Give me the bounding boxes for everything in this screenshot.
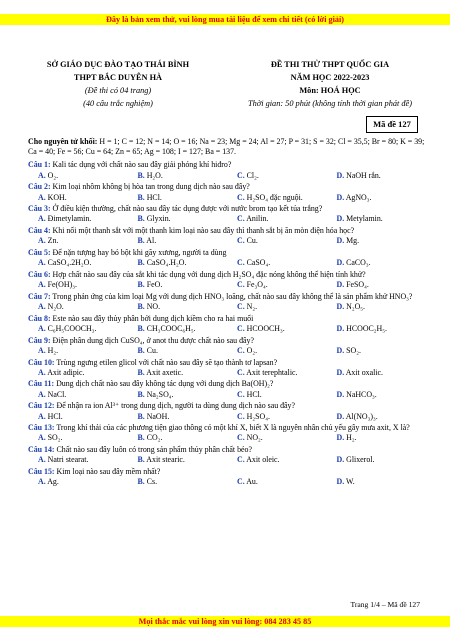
question-number: Câu 10: xyxy=(28,357,55,367)
question xyxy=(28,226,426,246)
question-stem xyxy=(28,379,426,389)
option-text: O₂. xyxy=(246,345,258,355)
option-text: O₂. xyxy=(47,170,59,180)
answer-option xyxy=(227,214,327,224)
question-number: Câu 13: xyxy=(28,423,55,433)
question-stem xyxy=(28,270,426,280)
option-text: Cu. xyxy=(146,345,158,355)
answer-option xyxy=(327,433,427,443)
answer-option xyxy=(28,477,128,487)
answer-option xyxy=(227,346,327,356)
option-text: FeO. xyxy=(146,280,163,290)
option-text: Mg. xyxy=(346,236,360,246)
option-letter: D. xyxy=(336,323,345,333)
option-text: N₂O₅. xyxy=(346,302,366,312)
option-letter: A. xyxy=(38,345,46,355)
option-text: CaSO₄.H₂O. xyxy=(146,258,187,268)
question-count-note: (40 câu trắc nghiệm) xyxy=(83,99,153,108)
option-letter: B. xyxy=(137,192,145,202)
option-text: Al(NO₃)₃. xyxy=(345,411,378,421)
answer-option xyxy=(327,280,427,290)
option-letter: C. xyxy=(237,280,245,290)
option-letter: A. xyxy=(38,411,46,421)
option-text: KOH. xyxy=(47,192,67,202)
option-text: NaCl. xyxy=(47,389,67,399)
question-stem xyxy=(28,160,426,170)
question-text: Chất nào sau đây luôn có trong sản phẩm thủy phân chất béo? xyxy=(54,445,252,455)
answer-option xyxy=(128,280,228,290)
question-stem xyxy=(28,423,426,433)
option-text: HCOOC₂H₅. xyxy=(346,323,387,333)
question xyxy=(28,292,426,312)
option-letter: D. xyxy=(336,367,345,377)
option-text: N₂. xyxy=(246,302,258,312)
school-name: THPT BẮC DUYÊN HÀ xyxy=(73,73,163,82)
answer-option xyxy=(128,193,228,203)
option-text: H₂. xyxy=(47,345,59,355)
answer-option xyxy=(227,477,327,487)
option-letter: B. xyxy=(137,345,145,355)
answer-option xyxy=(227,280,327,290)
option-letter: A. xyxy=(38,280,46,290)
option-letter: C. xyxy=(237,214,245,224)
question-number: Câu 4: xyxy=(28,226,51,236)
answer-options xyxy=(28,412,426,422)
option-text: Cs. xyxy=(146,477,158,487)
option-letter: C. xyxy=(237,170,245,180)
question xyxy=(28,467,426,487)
atomic-masses-label: Cho nguyên tử khối: xyxy=(28,137,98,146)
question-number: Câu 8: xyxy=(28,313,51,323)
option-letter: D. xyxy=(336,477,345,487)
answer-option xyxy=(128,455,228,465)
question-stem xyxy=(28,336,426,346)
option-text: N₂O. xyxy=(47,302,64,312)
option-letter: B. xyxy=(137,411,145,421)
option-text: Fe₃O₄. xyxy=(246,280,268,290)
answer-option xyxy=(227,236,327,246)
option-letter: A. xyxy=(38,433,46,443)
option-letter: B. xyxy=(137,302,145,312)
answer-option xyxy=(327,302,427,312)
question-text: Điện phân dung dịch CuSO₄, ở anot thu được chất nào sau đây? xyxy=(50,335,254,345)
option-text: H₂SO₄. xyxy=(246,411,270,421)
question xyxy=(28,423,426,443)
option-letter: A. xyxy=(38,389,46,399)
option-text: H₂. xyxy=(346,433,357,443)
exam-code-box: Mã đề 127 xyxy=(366,116,418,133)
option-text: Metylamin. xyxy=(346,214,383,224)
option-letter: C. xyxy=(237,367,245,377)
question-number: Câu 2: xyxy=(28,182,51,192)
answer-option xyxy=(227,324,327,334)
option-text: NO. xyxy=(146,302,161,312)
option-text: Natri stearat. xyxy=(47,455,89,465)
answer-options xyxy=(28,193,426,203)
option-letter: C. xyxy=(237,192,245,202)
question xyxy=(28,445,426,465)
answer-option xyxy=(128,258,228,268)
school-year: NĂM HỌC 2022-2023 xyxy=(290,73,370,82)
answer-option xyxy=(327,368,427,378)
question-text: Để nhận ra ion Al³⁺ trong dung dịch, người ta dùng dung dịch nào sau đây? xyxy=(54,401,296,411)
question xyxy=(28,182,426,202)
question xyxy=(28,314,426,334)
answer-option xyxy=(327,455,427,465)
option-text: Al. xyxy=(146,236,157,246)
answer-option xyxy=(28,280,128,290)
option-letter: D. xyxy=(336,192,345,202)
option-letter: B. xyxy=(137,236,145,246)
question-text: Kali tác dụng với chất nào sau đây giải phóng khí hiđro? xyxy=(50,160,232,170)
answer-option xyxy=(227,258,327,268)
answer-options xyxy=(28,214,426,224)
option-letter: B. xyxy=(137,433,145,443)
question xyxy=(28,204,426,224)
question-number: Câu 3: xyxy=(28,204,51,214)
answer-option xyxy=(227,171,327,181)
option-letter: D. xyxy=(336,214,345,224)
question xyxy=(28,336,426,356)
question-text: Ở điều kiện thường, chất nào sau đây tác dụng được với nước brom tạo kết tủa trắng? xyxy=(50,204,323,214)
answer-option xyxy=(227,368,327,378)
option-text: Axit oxalic. xyxy=(345,367,383,377)
option-letter: A. xyxy=(38,302,46,312)
answer-option xyxy=(128,214,228,224)
option-text: Ag. xyxy=(47,477,59,487)
question-number: Câu 11: xyxy=(28,379,55,389)
option-text: CaSO₄. xyxy=(246,258,271,268)
option-letter: B. xyxy=(137,389,145,399)
question xyxy=(28,248,426,268)
option-text: SO₂. xyxy=(47,433,63,443)
option-letter: D. xyxy=(336,411,345,421)
answer-option xyxy=(128,368,228,378)
answer-options xyxy=(28,258,426,268)
time-limit: Thời gian: 50 phút (không tính thời gian phát đề) xyxy=(248,99,412,108)
option-text: Axit oleic. xyxy=(246,455,280,465)
option-letter: D. xyxy=(336,345,345,355)
option-text: FeSO₄. xyxy=(346,280,369,290)
option-letter: A. xyxy=(38,214,46,224)
option-letter: A. xyxy=(38,455,46,465)
option-text: CaSO₄.2H₂O. xyxy=(47,258,92,268)
answer-options xyxy=(28,455,426,465)
question-stem xyxy=(28,292,426,302)
option-letter: C. xyxy=(237,455,245,465)
answer-option xyxy=(128,171,228,181)
option-text: H₂SO₄ đặc nguội. xyxy=(246,192,303,202)
answer-option xyxy=(327,346,427,356)
question-text: Este nào sau đây thủy phân bởi dung dịch kiềm cho ra hai muối xyxy=(50,313,254,323)
question-stem xyxy=(28,358,426,368)
option-text: Anilin. xyxy=(246,214,269,224)
answer-options xyxy=(28,477,426,487)
question-number: Câu 14: xyxy=(28,445,55,455)
option-text: NO₂. xyxy=(246,433,263,443)
question xyxy=(28,358,426,378)
answer-option xyxy=(327,193,427,203)
answer-option xyxy=(128,477,228,487)
option-letter: D. xyxy=(336,280,345,290)
question xyxy=(28,270,426,290)
option-text: Fe(OH)₃. xyxy=(47,280,77,290)
answer-option xyxy=(28,236,128,246)
option-letter: A. xyxy=(38,258,46,268)
contact-banner: Mọi thắc mắc vui lòng xin vui lòng: 084 283 45 85 xyxy=(0,616,450,627)
option-letter: D. xyxy=(336,170,345,180)
option-text: Na₂SO₄. xyxy=(146,389,174,399)
exam-title: ĐỀ THI THỬ THPT QUỐC GIA xyxy=(270,60,390,69)
option-letter: C. xyxy=(237,411,245,421)
answer-option xyxy=(227,455,327,465)
option-letter: B. xyxy=(137,280,145,290)
option-letter: A. xyxy=(38,477,46,487)
answer-option xyxy=(28,390,128,400)
question xyxy=(28,160,426,180)
option-text: Axit stearic. xyxy=(146,455,185,465)
question-text: Kim loại nào sau đây mềm nhất? xyxy=(54,467,161,477)
question-number: Câu 12: xyxy=(28,401,55,411)
answer-options xyxy=(28,368,426,378)
answer-option xyxy=(327,477,427,487)
question-stem xyxy=(28,401,426,411)
answer-options xyxy=(28,171,426,181)
question-text: Dung dịch chất nào sau đây không tác dụng với dung dịch Ba(OH)₂? xyxy=(54,379,274,389)
answer-option xyxy=(28,193,128,203)
answer-option xyxy=(28,455,128,465)
answer-options xyxy=(28,346,426,356)
answer-option xyxy=(227,302,327,312)
option-letter: B. xyxy=(137,367,145,377)
option-letter: D. xyxy=(336,258,345,268)
option-letter: B. xyxy=(137,455,145,465)
option-text: CH₃COOC₆H₅. xyxy=(146,323,196,333)
option-text: AgNO₃. xyxy=(345,192,372,202)
atomic-masses-values: H = 1; C = 12; N = 14; O = 16; Na = 23; Mg = 24; Al = 27; P = 31; S = 32; Cl = 35,5; Br = 80; K = 39; Ca = 40; Fe = 56; Cu = 64; Zn = 65; Ag = 108; I = 127; Ba = 137. xyxy=(28,137,425,157)
option-letter: C. xyxy=(237,477,245,487)
answer-option xyxy=(28,433,128,443)
option-letter: D. xyxy=(336,433,345,443)
option-letter: C. xyxy=(237,345,245,355)
option-text: Đimetylamin. xyxy=(47,214,92,224)
question-text: Trùng ngưng etilen glicol với chất nào sau đây sẽ tạo thành tơ lapsan? xyxy=(54,357,278,367)
question-number: Câu 9: xyxy=(28,335,51,345)
answer-option xyxy=(28,302,128,312)
option-letter: A. xyxy=(38,192,46,202)
option-text: Zn. xyxy=(47,236,59,246)
question-stem xyxy=(28,226,426,236)
answer-option xyxy=(327,324,427,334)
answer-option xyxy=(128,302,228,312)
option-letter: C. xyxy=(237,302,245,312)
answer-option xyxy=(327,258,427,268)
answer-option xyxy=(327,236,427,246)
atomic-masses xyxy=(28,137,426,157)
question-stem xyxy=(28,204,426,214)
option-letter: C. xyxy=(237,323,245,333)
question-stem xyxy=(28,467,426,477)
school-header xyxy=(28,58,208,110)
option-letter: A. xyxy=(38,367,46,377)
question-number: Câu 7: xyxy=(28,291,51,301)
option-text: CO₂. xyxy=(146,433,163,443)
option-text: Cu. xyxy=(246,236,258,246)
question-text: Khi nối một thanh sắt với một thanh kim loại nào sau đây thì thanh sắt bị ăn mòn điện hóa học? xyxy=(50,226,355,236)
answer-options xyxy=(28,280,426,290)
option-letter: C. xyxy=(237,433,245,443)
page-count-note: (Đề thi có 04 trang) xyxy=(84,86,152,95)
option-letter: B. xyxy=(137,258,145,268)
answer-option xyxy=(28,324,128,334)
question-number: Câu 6: xyxy=(28,269,51,279)
option-text: CaCO₃. xyxy=(346,258,371,268)
option-letter: C. xyxy=(237,389,245,399)
answer-option xyxy=(227,433,327,443)
answer-option xyxy=(327,171,427,181)
answer-options xyxy=(28,433,426,443)
answer-option xyxy=(227,193,327,203)
answer-option xyxy=(28,171,128,181)
option-letter: D. xyxy=(336,236,345,246)
question xyxy=(28,379,426,399)
option-letter: C. xyxy=(237,258,245,268)
page-footer: Trang 1/4 – Mã đề 127 xyxy=(350,600,420,609)
question-number: Câu 15: xyxy=(28,467,55,477)
answer-options xyxy=(28,390,426,400)
option-text: H₂O. xyxy=(146,170,163,180)
option-text: HCl. xyxy=(146,192,162,202)
answer-option xyxy=(128,346,228,356)
answer-option xyxy=(128,433,228,443)
answer-option xyxy=(227,412,327,422)
option-text: NaOH. xyxy=(146,411,170,421)
question-stem xyxy=(28,182,426,192)
question-text: Kim loại nhôm không bị hòa tan trong dung dịch nào sau đây? xyxy=(50,182,250,192)
answer-option xyxy=(327,412,427,422)
option-letter: A. xyxy=(38,236,46,246)
answer-option xyxy=(327,214,427,224)
answer-option xyxy=(227,390,327,400)
option-text: Glyxin. xyxy=(146,214,171,224)
question xyxy=(28,401,426,421)
option-text: HCl. xyxy=(47,411,63,421)
answer-option xyxy=(128,324,228,334)
answer-option xyxy=(128,412,228,422)
answer-option xyxy=(28,346,128,356)
preview-banner: Đây là bản xem thử, vui lòng mua tài liệu để xem chi tiết (có lời giải) xyxy=(0,14,450,25)
option-text: Axit adipic. xyxy=(47,367,85,377)
option-text: SO₂. xyxy=(346,345,361,355)
question-number: Câu 5: xyxy=(28,248,51,258)
option-text: NaOH rắn. xyxy=(346,170,381,180)
option-text: C₆H₅COOCH₃. xyxy=(47,323,97,333)
option-letter: D. xyxy=(336,302,345,312)
answer-option xyxy=(327,390,427,400)
question-stem xyxy=(28,314,426,324)
option-text: HCl. xyxy=(246,389,262,399)
option-text: HCOOCH₃. xyxy=(246,323,285,333)
option-text: Cl₂. xyxy=(246,170,259,180)
option-letter: A. xyxy=(38,323,46,333)
option-text: W. xyxy=(346,477,355,487)
option-text: Au. xyxy=(246,477,258,487)
question-text: Hợp chất nào sau đây của sắt khi tác dụng với dung dịch H₂SO₄ đặc nóng không thể hiện tính khử? xyxy=(50,269,366,279)
option-letter: A. xyxy=(38,170,46,180)
option-letter: C. xyxy=(237,236,245,246)
question-stem xyxy=(28,248,426,258)
answer-option xyxy=(128,236,228,246)
option-text: Axit axetic. xyxy=(146,367,184,377)
option-letter: D. xyxy=(336,455,345,465)
answer-option xyxy=(28,214,128,224)
answer-option xyxy=(28,258,128,268)
option-letter: B. xyxy=(137,214,145,224)
question-text: Trong khí thải của các phương tiện giao thông có một khí X, biết X là nguyên nhân chủ yếu gây mưa axit, X là? xyxy=(54,423,410,433)
question-stem xyxy=(28,445,426,455)
question-text: Trong phản ứng của kim loại Mg với dung dịch HNO₃ loãng, chất nào sau đây không thể là sản phẩm khử HNO₃? xyxy=(50,291,413,301)
option-text: NaHCO₃. xyxy=(346,389,377,399)
question-text: Để nặn tượng hay bó bột khi gãy xương, người ta dùng xyxy=(50,248,227,258)
answer-options xyxy=(28,324,426,334)
option-letter: B. xyxy=(137,170,145,180)
subject: Môn: HOÁ HỌC xyxy=(299,86,361,95)
question-number: Câu 1: xyxy=(28,160,51,170)
department-name: SỞ GIÁO DỤC ĐÀO TẠO THÁI BÌNH xyxy=(46,60,190,69)
question-list xyxy=(28,160,426,487)
option-letter: B. xyxy=(137,477,145,487)
answer-options xyxy=(28,302,426,312)
exam-content xyxy=(28,137,426,488)
answer-options xyxy=(28,236,426,246)
answer-option xyxy=(28,368,128,378)
option-letter: B. xyxy=(137,323,145,333)
option-text: Axit terephtalic. xyxy=(246,367,298,377)
exam-header xyxy=(230,58,430,110)
answer-option xyxy=(28,412,128,422)
option-letter: D. xyxy=(336,389,345,399)
answer-option xyxy=(128,390,228,400)
option-text: Glixerol. xyxy=(346,455,375,465)
